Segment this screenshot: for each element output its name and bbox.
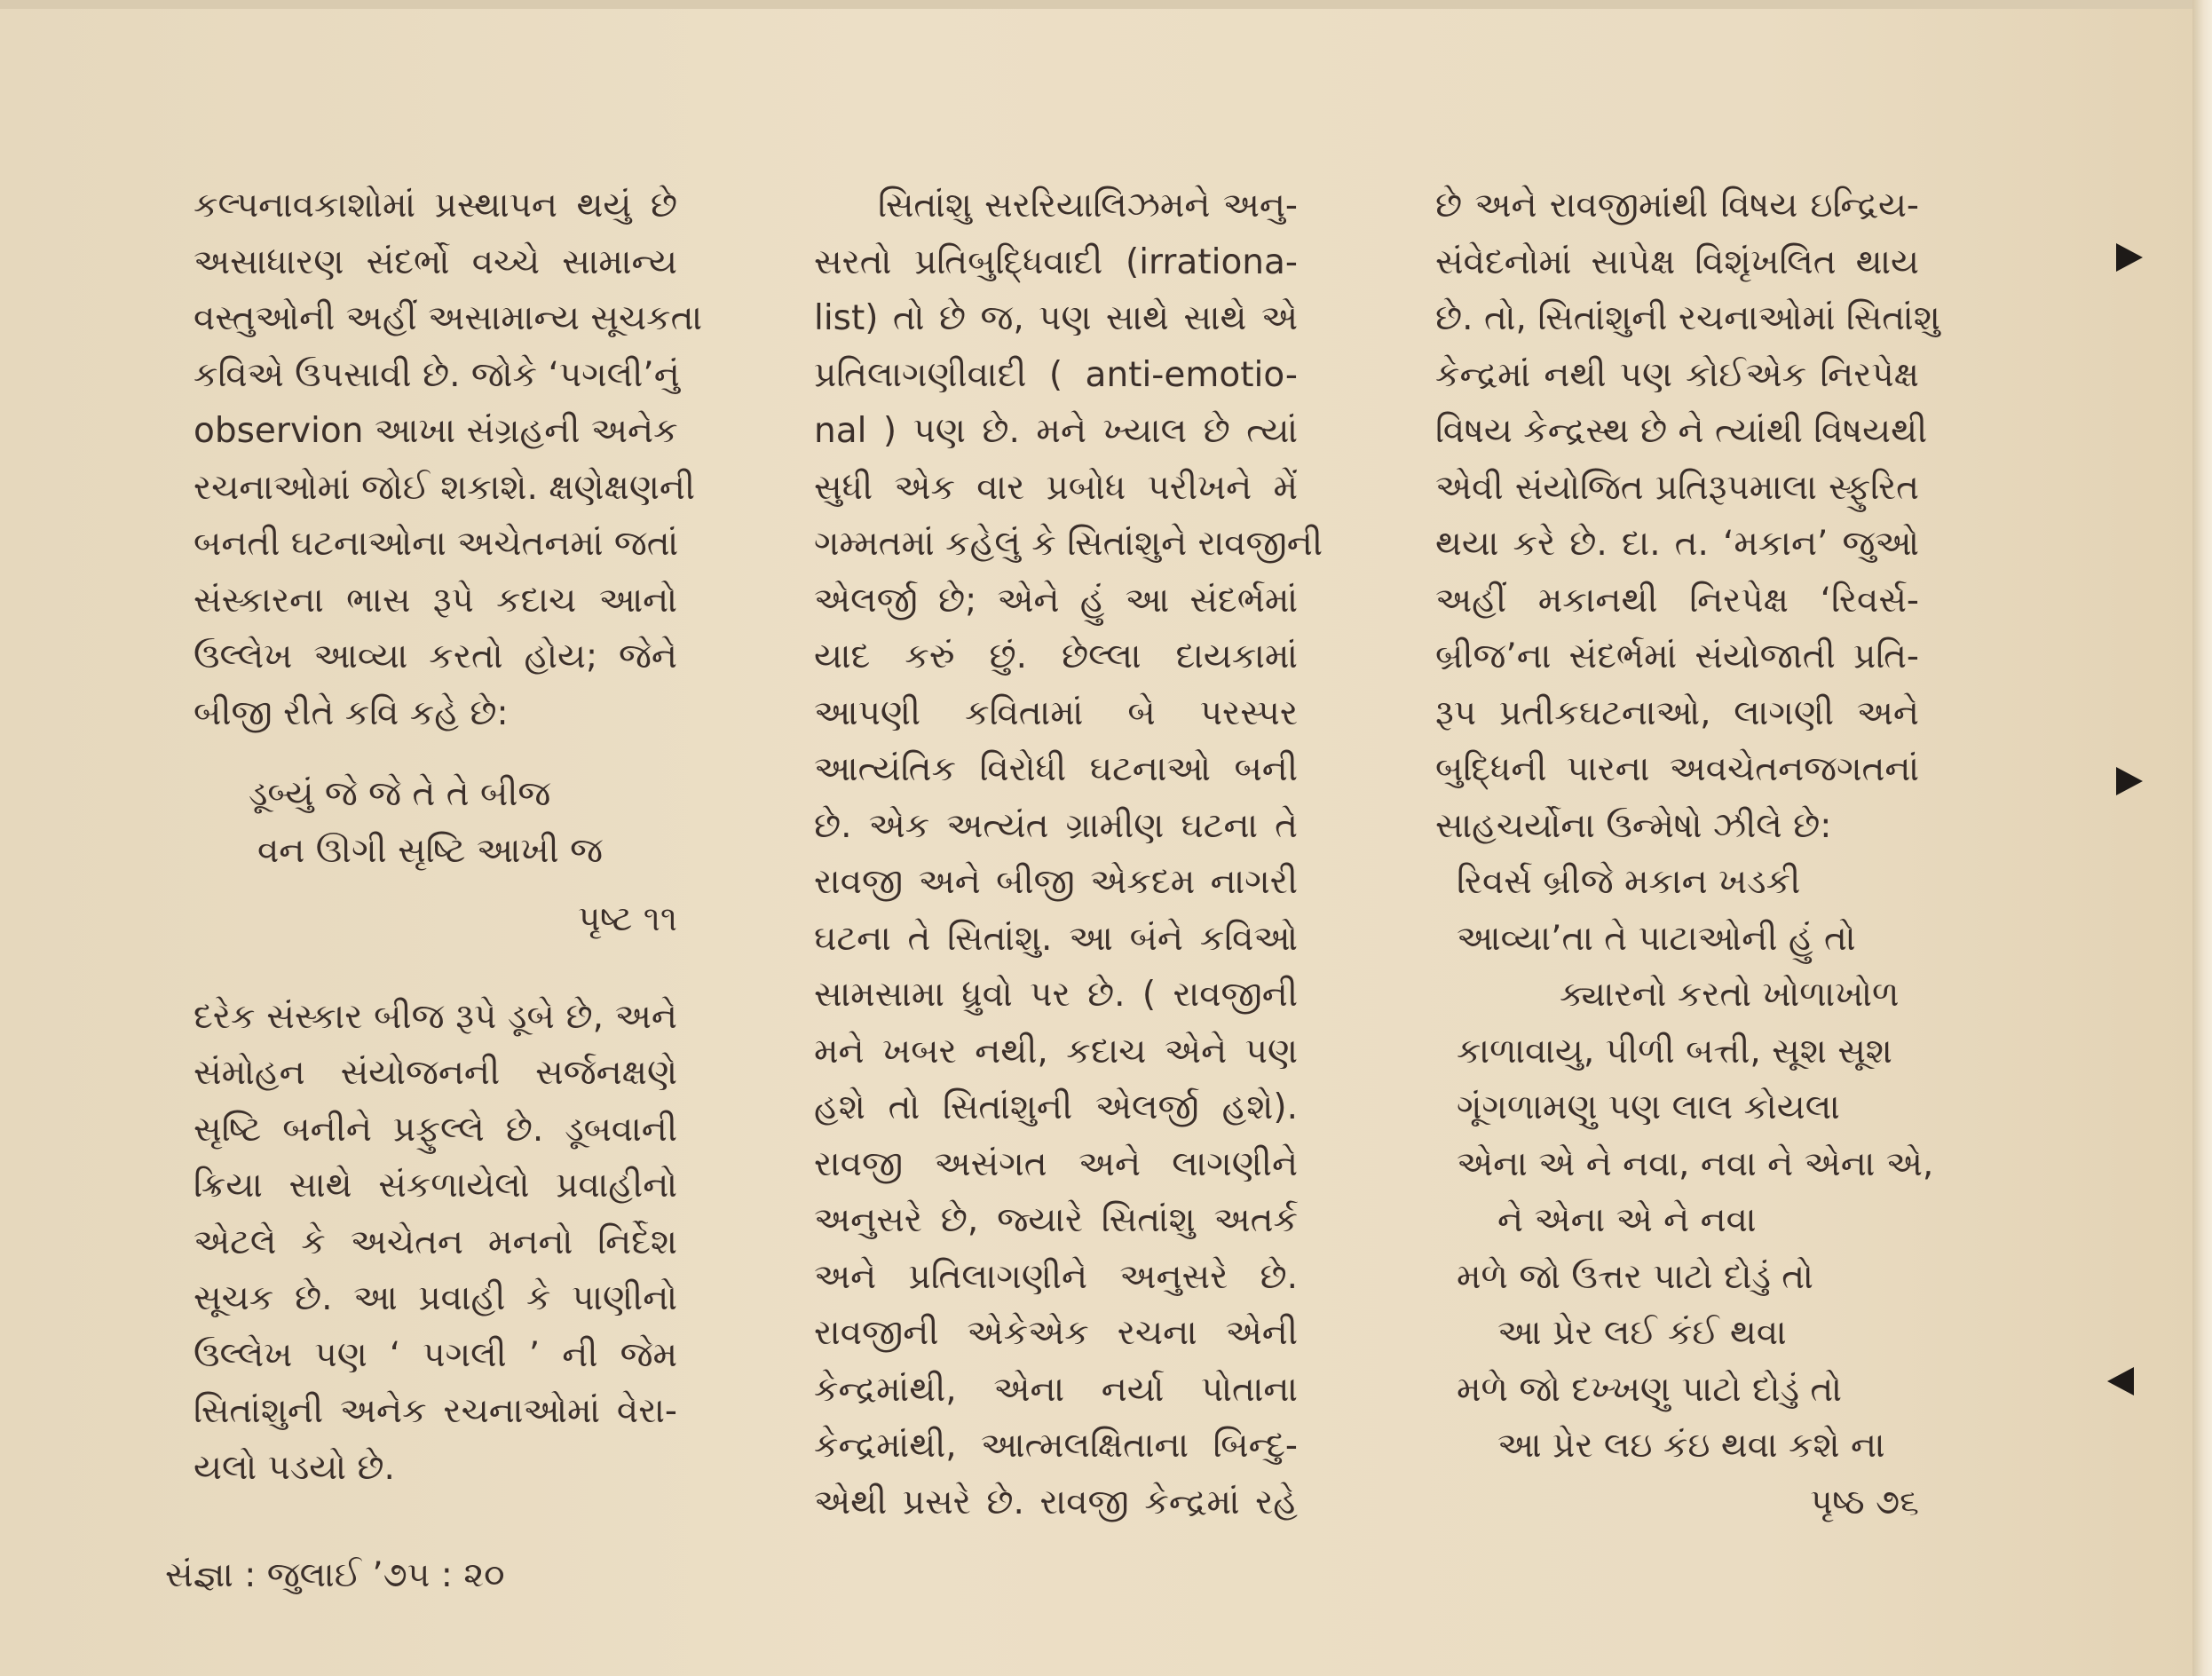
poem-line: ક્યારનો કરતો ખોળાખોળ <box>1560 975 1900 1015</box>
text-line: આત્યંતિક વિરોધી ઘટનાઓ બની <box>814 749 1298 789</box>
text-line: સંસ્કારના ભાસ રૂપે કદાચ આનો <box>194 580 677 621</box>
text-line: રાવજી અને બીજી એકદમ નાગરી <box>814 862 1298 902</box>
text-line: observion આખા સંગ્રહની અનેક <box>194 411 678 451</box>
page-right-edge <box>2192 0 2212 1676</box>
poem-line: આ પ્રેર લઈ કંઈ થવા <box>1497 1313 1787 1353</box>
text-line: અને પ્રતિલાગણીને અનુસરે છે. <box>814 1256 1298 1297</box>
text-line: અનુસરે છે, જ્યારે સિતાંશુ અતર્ક <box>814 1200 1298 1240</box>
poem-line: કાળાવાયુ, પીળી બત્તી, સૂશ સૂશ <box>1457 1031 1892 1071</box>
text-line: રૂપ પ્રતીકઘટનાઓ, લાગણી અને <box>1435 692 1919 733</box>
text-line: અહીં મકાનથી નિરપેક્ષ ‘રિવર્સ- <box>1435 580 1919 621</box>
text-line: યાદ કરું છું. છેલ્લા દાયકામાં <box>814 636 1298 676</box>
text-line: ઘટના તે સિતાંશુ. આ બંને કવિઓ <box>814 918 1298 959</box>
text-line: સાહચર્યોના ઉન્મેષો ઝીલે છે: <box>1435 805 1832 846</box>
poem-line: આ પ્રેર લઇ કંઇ થવા કશે ના <box>1497 1426 1885 1466</box>
poem-page-reference: પૃષ્ઠ ૭૬ <box>1810 1482 1919 1522</box>
text-line: બીજી રીતે કવિ કહે છે: <box>194 692 509 733</box>
text-line: મને ખબર નથી, કદાચ એને પણ <box>814 1031 1298 1071</box>
text-line: એવી સંયોજિત પ્રતિરૂપમાલા સ્ફુરિત <box>1435 467 1919 508</box>
text-line: બુદ્ધિની પારના અવચેતનજગતનાં <box>1435 749 1919 789</box>
poem-line: ને એના એ ને નવા <box>1497 1200 1757 1240</box>
text-line: અસાધારણ સંદર્ભો વચ્ચે સામાન્ય <box>194 241 677 282</box>
text-line: ઉલ્લેખ આવ્યા કરતો હોય; જેને <box>194 636 677 676</box>
text-line: હશે તો સિતાંશુની એલર્જી હશે). <box>814 1087 1298 1127</box>
text-line: સામસામા ધ્રુવો પર છે. ( રાવજીની <box>814 975 1298 1015</box>
text-line: વિષય કેન્દ્રસ્થ છે ને ત્યાંથી વિષયથી <box>1435 411 1928 451</box>
margin-arrow-icon <box>2116 767 2143 795</box>
poem-line: મળે જો ઉત્તર પાટો દોડું તો <box>1457 1256 1813 1297</box>
text-line: સુધી એક વાર પ્રબોધ પરીખને મેં <box>814 467 1298 508</box>
text-line: એથી પ્રસરે છે. રાવજી કેન્દ્રમાં રહે <box>814 1482 1298 1522</box>
text-line: રચનાઓમાં જોઈ શકાશે. ક્ષણેક્ષણની <box>194 467 696 508</box>
column-1 <box>194 178 703 1496</box>
margin-arrow-icon <box>2116 243 2143 272</box>
column-2 <box>814 178 1323 1530</box>
poem-line: રિવર્સ બ્રીજે મકાન ખડકી <box>1457 862 1801 902</box>
text-line: ગમ્મતમાં કહેલું કે સિતાંશુને રાવજીની <box>814 524 1323 564</box>
text-line: સિતાંશુ સરરિયાલિઝમને અનુ- <box>878 186 1298 225</box>
text-line: રાવજી અસંગત અને લાગણીને <box>814 1143 1298 1184</box>
text-line: છે. એક અત્યંત ગ્રામીણ ઘટના તે <box>814 805 1298 846</box>
text-line: એટલે કે અચેતન મનનો નિર્દેશ <box>194 1221 677 1262</box>
text-line: ઉલ્લેખ પણ ‘ પગલી ’ ની જેમ <box>194 1334 677 1375</box>
text-line: છે. તો, સિતાંશુની રચનાઓમાં સિતાંશુ <box>1435 298 1940 338</box>
text-line: વસ્તુઓની અહીં અસામાન્ય સૂચકતા <box>194 298 703 338</box>
text-line: list) તો છે જ, પણ સાથે સાથે એ <box>814 298 1298 338</box>
text-line: સૃષ્ટિ બનીને પ્રફુલ્લે છે. ડૂબવાની <box>194 1109 677 1150</box>
poem-line: આવ્યા’તા તે પાટાઓની હું તો <box>1457 918 1856 959</box>
text-line: કવિએ ઉપસાવી છે. જોકે ‘પગલી’નું <box>194 354 680 395</box>
text-line: પ્રતિલાગણીવાદી ( anti-emotio- <box>814 354 1298 395</box>
page-top-edge <box>0 0 2212 9</box>
text-line: સિતાંશુની અનેક રચનાઓમાં વેરા- <box>194 1391 677 1431</box>
margin-arrow-icon <box>2107 1367 2134 1395</box>
text-line: કેન્દ્રમાંથી, આત્મલક્ષિતાના બિન્દુ- <box>814 1426 1298 1466</box>
poem-line: મળે જો દખ્ખણુ પાટો દોડું તો <box>1457 1369 1843 1410</box>
text-line: દરેક સંસ્કાર બીજ રૂપે ડૂબે છે, અને <box>194 996 677 1037</box>
verse-quote <box>194 766 677 948</box>
poem-quote <box>1435 854 1934 1530</box>
text-line: રાવજીની એકેએક રચના એની <box>814 1313 1298 1353</box>
text-line: બ્રીજ’ના સંદર્ભમાં સંયોજાતી પ્રતિ- <box>1435 636 1919 676</box>
text-line: યલો પડયો છે. <box>194 1447 395 1488</box>
verse-line: ડૂબ્યું જે જે તે તે બીજ <box>249 774 551 814</box>
verse-line: વન ઊગી સૃષ્ટિ આખી જ <box>257 830 603 871</box>
text-line: ક્રિયા સાથે સંકળાયેલો પ્રવાહીનો <box>194 1166 677 1206</box>
column-3 <box>1435 178 1940 1530</box>
text-line: કેન્દ્રમાં નથી પણ કોઈએક નિરપેક્ષ <box>1435 354 1919 395</box>
text-line: છે અને રાવજીમાંથી વિષય ઇન્દ્રિય- <box>1435 186 1919 225</box>
text-line: કેન્દ્રમાંથી, એના નર્યા પોતાના <box>814 1369 1298 1410</box>
text-line: એલર્જી છે; એને હું આ સંદર્ભમાં <box>814 580 1298 621</box>
text-line: સરતો પ્રતિબુદ્ધિવાદી (irrationa- <box>814 241 1298 282</box>
text-line: થયા કરે છે. દા. ત. ‘મકાન’ જુઓ <box>1435 524 1919 564</box>
poem-line: ગૂંગળામણુ પણ લાલ કોયલા <box>1457 1087 1840 1127</box>
verse-page-reference: પૃષ્ટ ૧૧ <box>578 899 677 939</box>
text-line: nal ) પણ છે. મને ખ્યાલ છે ત્યાં <box>814 411 1298 451</box>
text-line: સૂચક છે. આ પ્રવાહી કે પાણીનો <box>194 1278 677 1318</box>
poem-line: એના એ ને નવા, નવા ને એના એ, <box>1457 1143 1934 1184</box>
text-line: આપણી કવિતામાં બે પરસ્પર <box>814 692 1298 733</box>
text-line: બનતી ઘટનાઓના અચેતનમાં જતાં <box>194 524 679 564</box>
text-line: સંમોહન સંયોજનની સર્જનક્ષણે <box>194 1053 677 1093</box>
text-line: કલ્પનાવકાશોમાં પ્રસ્થાપન થયું છે <box>194 186 677 225</box>
page-footer: સંજ્ઞા : જુલાઈ ’૭૫ : ૨૦ <box>165 1555 505 1595</box>
text-line: સંવેદનોમાં સાપેક્ષ વિશૃંખલિત થાય <box>1435 241 1919 282</box>
